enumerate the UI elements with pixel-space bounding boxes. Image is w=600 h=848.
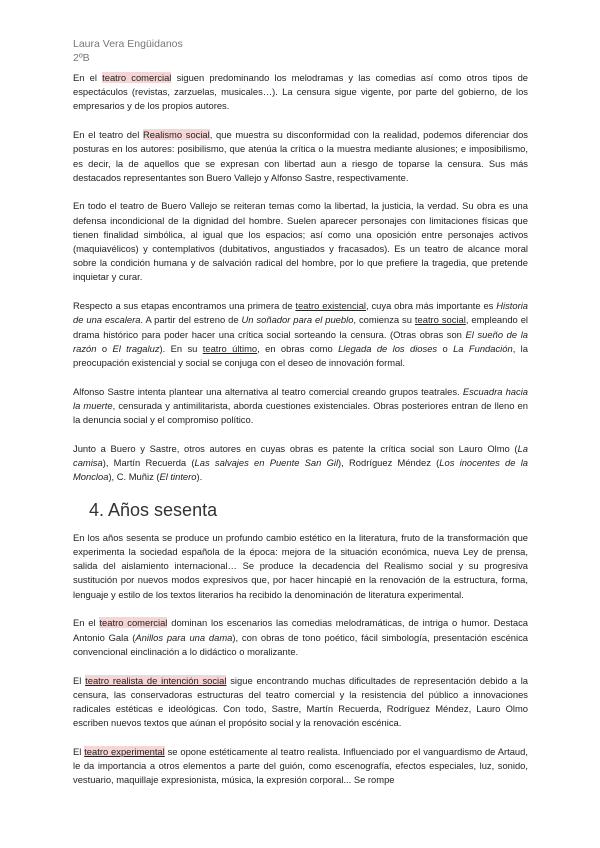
underline-teatro-ultimo: teatro último xyxy=(202,342,258,354)
text-run: El xyxy=(73,745,85,757)
text-run: En el xyxy=(73,617,100,629)
section-heading: 4. Años sesenta xyxy=(89,499,218,520)
text-run: ), con obras de tono poético, fácil simbología, presentación escénica convencional einclinación a lo didáctico o moralizante. xyxy=(73,631,528,657)
document-body xyxy=(73,71,528,802)
text-run: sigue encontrando muchas dificultades de representación debido a la censura, las conservadoras estructuras del teatro comercial y la resistencia del público a innovaciones radicales estéticas e ideológicas. Con todo, Sastre, Martín Recuerda, Rodríguez Méndez, Lauro Olmo escriben nuevos textos que aúnan el propósito social y la renovación escénica. xyxy=(73,674,528,729)
work-title: El sueño de la razón xyxy=(73,328,528,354)
page-header xyxy=(73,37,183,65)
text-run: ). En su xyxy=(159,342,203,354)
text-run: , censurada y antimilitarista, aborda cuestiones existenciales. Obras posteriores entran de lleno en la denuncia social y el compromiso político. xyxy=(73,399,528,426)
work-title: Anillos para una dama xyxy=(135,631,233,643)
text-run: se opone estéticamente al teatro realista. Influenciado por el vanguardismo de Artaud, le da importancia a otros elementos a parte del guión, como escenografía, efectos especiales, luz, sonido, vestuario, maquillaje expresionista, música, la expresión corporal... Se rompe xyxy=(73,745,528,786)
highlight-teatro-comercial: teatro comercial xyxy=(99,617,168,629)
text-run: Alfonso Sastre intenta plantear una alternativa al teatro comercial creando grupos teatrales. xyxy=(73,385,463,397)
paragraph-realismo-social xyxy=(73,128,528,185)
paragraph-etapas xyxy=(73,299,528,370)
paragraph-buero-vallejo: En todo el teatro de Buero Vallejo se reiteran temas como la libertad, la justicia, la verdad. Su obra es una defensa incondicional de la dignidad del hombre. Suelen aparecer personajes con limitaciones físicas que tienen finalidad simbólica, al igual que los espacios; así como una oposición entre personajes activos (maquiavélicos) y contemplativos (dubitativos, angustiados y fracasados). Es un teatro de alcance moral sobre la condición humana y de salvación radical del hombre, por lo que prefiere la tragedia, que pretende inquietar y curar. xyxy=(73,200,528,283)
text-run: , que muestra su disconformidad con la realidad, podemos diferenciar dos posturas en los autores: posibilismo, que atenúa la crítica o la muestra mediante alusiones; e imposibilismo, es decir, la de aquellos que se expresan con libertad aun a riesgo de toparse la censura. Sus más destacados representantes son Buero Vallejo y Alfonso Sastre, respectivamente. xyxy=(73,129,528,183)
work-title: La camisa xyxy=(73,442,528,468)
highlight-teatro-comercial: teatro comercial xyxy=(102,72,172,83)
author-name: Laura Vera Engüidanos xyxy=(73,38,183,50)
work-title: El tintero xyxy=(159,471,197,483)
paragraph-teatro-comercial xyxy=(73,71,528,114)
underline-teatro-social: teatro social xyxy=(414,314,466,326)
text-run: , la preocupación existencial y social se conjuga con el deseo de innovación formal. xyxy=(73,342,528,368)
text-run: En el teatro del xyxy=(73,129,143,141)
paragraph-teatro-realista xyxy=(73,674,528,731)
paragraph-teatro-experimental xyxy=(73,745,528,788)
work-title: Historia de una escalera xyxy=(73,300,528,326)
text-run: , cuya obra más importante es xyxy=(366,300,497,312)
course-label: 2ºB xyxy=(73,52,90,64)
text-run: , empleando el drama histórico para poder hacer una crítica social sorteando la censura. (Otras obras son xyxy=(73,314,529,340)
text-run: ), Martín Recuerda ( xyxy=(102,456,195,468)
work-title: Llegada de los dioses xyxy=(338,342,438,354)
work-title: La Fundación xyxy=(453,342,513,354)
paragraph-teatro-comercial-60 xyxy=(73,616,528,659)
text-run: . A partir del estreno de xyxy=(140,314,242,326)
work-title: El tragaluz xyxy=(112,342,160,354)
text-run: ). xyxy=(196,471,203,483)
highlight-realismo-social: Realismo social xyxy=(143,129,210,141)
paragraph-alfonso-sastre xyxy=(73,385,528,428)
text-run: , en obras como xyxy=(257,342,339,354)
text-run: o xyxy=(96,342,113,354)
underline-teatro-existencial: teatro existencial xyxy=(295,300,367,312)
text-run: ), Rodríguez Méndez ( xyxy=(338,456,440,468)
text-run: Junto a Buero y Sastre, otros autores en cuyas obras es patente la crítica social son Lauro Olmo ( xyxy=(73,442,518,454)
text-run: En el xyxy=(73,72,103,83)
work-title: Las salvajes en Puente San Gil xyxy=(194,456,339,468)
paragraph-otros-autores xyxy=(73,442,528,485)
work-title: Escuadra hacia la muerte xyxy=(73,385,528,411)
paragraph-anos-sesenta: En los años sesenta se produce un profundo cambio estético en la literatura, fruto de la transformación que experimenta la sociedad española de la época: mejora de la situación económica, nueva Ley de prensa, salida del aislamiento internacional… Se produce la decadencia del Realismo social y su progresiva sustitución por nuevos modos expresivos que, por hacer hincapié en la renovación de la estructura, forma, lenguaje y estilo de los textos literarios ha recibido la denominación de literatura experimental. xyxy=(73,531,528,600)
text-run: ), C. Muñiz ( xyxy=(108,471,160,483)
text-run: El xyxy=(73,674,86,686)
text-run: dominan los escenarios las comedias melodramáticas, de intriga o humor. Destaca Antonio Gala ( xyxy=(73,617,529,643)
text-run: , comienza su xyxy=(353,314,415,326)
text-run: o xyxy=(437,342,454,354)
highlight-teatro-realista: teatro realista de intención social xyxy=(85,674,227,686)
work-title: Un soñador para el pueblo xyxy=(241,314,354,326)
work-title: Los inocentes de la Moncloa xyxy=(73,456,528,483)
text-run: Respecto a sus etapas encontramos una primera de xyxy=(73,300,296,312)
highlight-teatro-experimental: teatro experimental xyxy=(84,745,165,757)
text-run: siguen predominando los melodramas y las comedias así como otros tipos de espectáculos (revistas, zarzuelas, musicales…). La censura sigue vigente, por parte del gobierno, de los empresarios y de los propios autores. xyxy=(73,72,528,112)
